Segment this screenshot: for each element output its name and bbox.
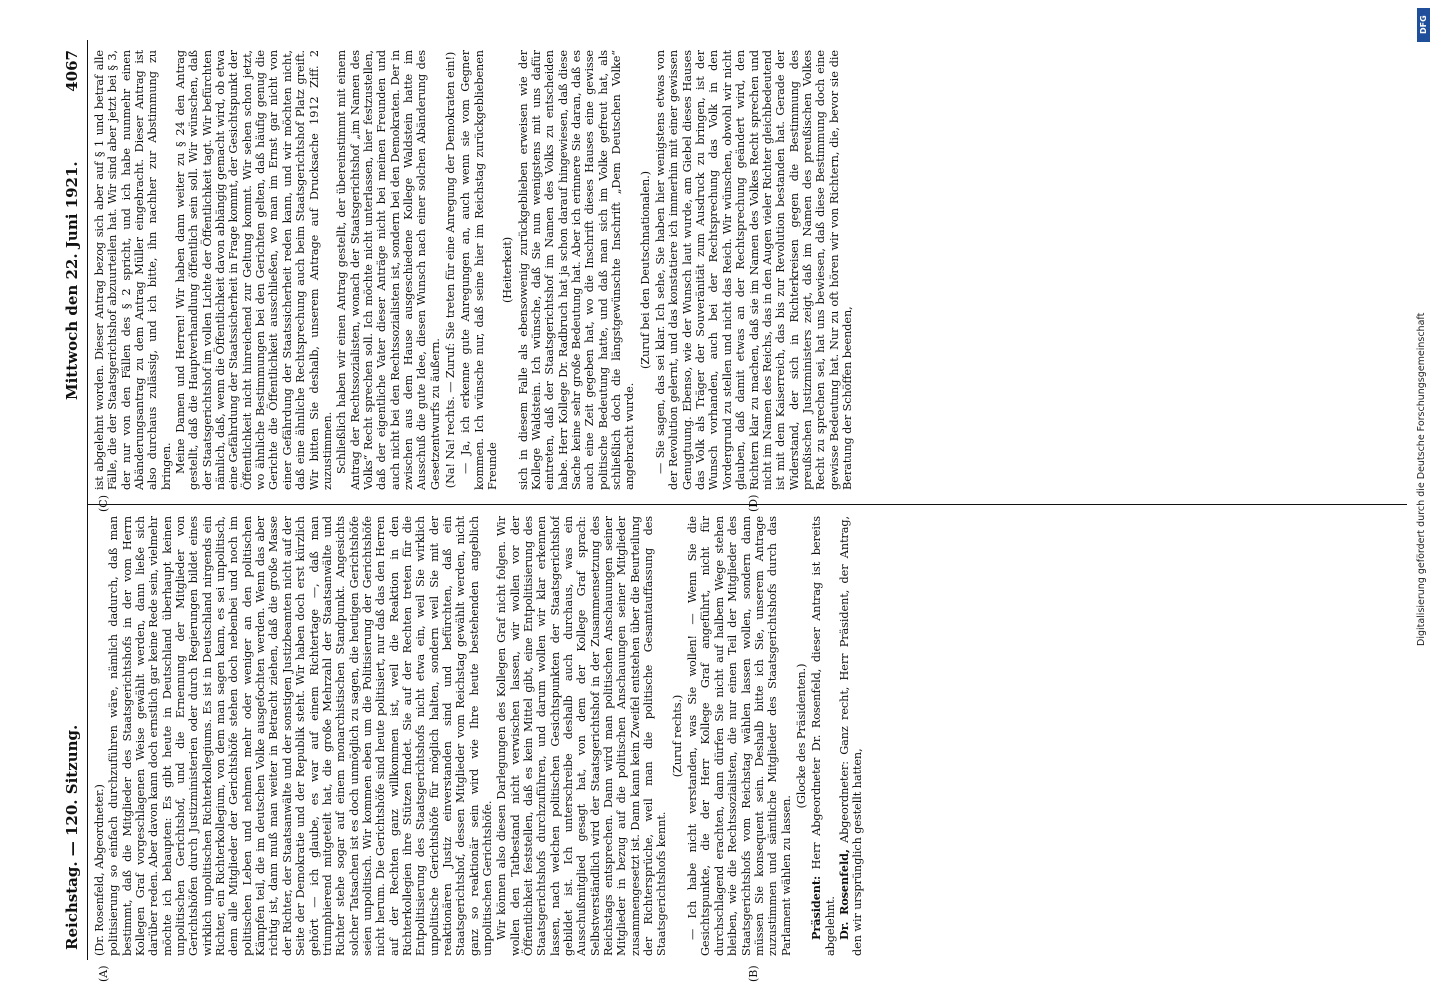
paragraph: — Ja, ich erkenne gute Anregungen an, auch wenn sie vom Gegner kommen. Ich wünsche nur, daß seine hier im Reichstag zurückgebliebenen Freunde (459, 50, 499, 490)
rosenfeld-text: Abgeordneter: Ganz recht, Herr Präsident, der Antrag, den wir ursprünglich gestellt hatten, (837, 516, 865, 956)
president-remark (810, 516, 837, 956)
paragraph: — Ich habe nicht verstanden, was Sie wollen! — Wenn Sie die Gesichtspunkte, die der Herr Kollege Graf angeführt, nicht für durchschlagend erachten, dann dürfen Sie nicht auf halbem Wege stehen bleiben, wie die Rechtssozialisten, die nur einen Teil der Mitglieder des Staatsgerichtshofs vom Reichstag wählen lassen wollen, sondern dann müssen Sie konsequent sein. Deshalb bitte ich Sie, unserem Antrage zuzustimmen und sämtliche Mitglieder des Staatsgerichtshofs durch das Parlament wählen zu lassen. (686, 516, 793, 956)
paragraph: Schließlich haben wir einen Antrag gestellt, der übereinstimmt mit einem Antrag der Rechtssozialisten, wonach der Staatsgerichtshof „im Namen des Volks“ Recht sprechen soll. Ich möchte nicht unterlassen, hier festzustellen, daß der eigentliche Vater dieser Anträge nicht bei meinen Freunden und auch nicht bei den Rechtssozialisten ist, sondern bei den Demokraten. Der in zwischen aus dem Hause ausgeschiedene Kollege Waldstein hatte im Ausschuß die gute Idee, diesen Wunsch nach einer solchen Abänderung des Gesetzentwurfs zu äußern. (335, 50, 442, 490)
right-column (93, 50, 1407, 490)
interjection: (Zuruf rechts.) (670, 694, 684, 778)
paragraph: Wir können also diesen Darlegungen des Kollegen Graf nicht folgen. Wir wollen den Tatbestand nicht verwischen lassen, wir wollen vor der Öffentlichkeit feststellen, daß es kein Mittel gibt, eine Entpolitisierung des Staatsgerichtshofs durchzuführen, und darum wollen wir klar erkennen lassen, nach welchen politischen Gesichtspunkten der Staatsgerichtshof gebildet ist. Ich unterschreibe deshalb auch durchaus, was ein Ausschußmitglied gesagt hat, von dem der Kollege Graf sprach: Selbstverständlich wird der Staatsgerichtshof in der Zusammensetzung des Reichstags entsprechen. Dann wird man politischen Anschauungen seiner Mitglieder in bezug auf die politischen Anschauungen seiner Mitglieder zusammengesetzt ist. Dann kann kein Zweifel entstehen über die Beurteilung der Richtersprüche, weil man die politische Gesamtauffassung des Staatsgerichtshofs kennt. (495, 516, 669, 956)
page-header (57, 40, 87, 960)
president-label: Präsident: (809, 875, 824, 940)
interjection: (Heiterkeit) (501, 236, 515, 304)
rotated-document-page (57, 40, 1417, 982)
margin-mark-a: (A) (97, 965, 110, 982)
margin-mark-c: (C) (97, 495, 110, 512)
header-session: Reichstag. — 120. Sitzung. (63, 724, 81, 950)
paragraph: politisierung so einfach durchzuführen wäre, nämlich dadurch, daß man bestimmt, daß die Mitglieder des Staatsgerichtshofs in der vom Herrn Kollegen Graf vorgeschlagenen Weise gewählt werden, dann ließe sich darüber reden. Aber davon kann doch ernstlich gar keine Rede sein, vielmehr möchte ich behaupten: Es gibt heute in Deutschland überhaupt keinen unpolitischen Gerichtshof, und die Ernennung der Mitglieder von Gerichtshöfen durch Justizministerien oder durch Regierungen bildet eines wirklich unpolitischen Richterkollegiums. Es ist in Deutschland nirgends ein Richter, ein Richterkollegium, von dem man sagen kann, es sei unpolitisch, denn alle Mitglieder der Gerichtshöfe stehen doch nebenbei und noch im politischen Leben und nehmen mehr oder weniger an den politischen Kämpfen teil, die im deutschen Volke ausgefochten werden. Wenn das aber richtig ist, dann muß man weiter in Betracht ziehen, daß die große Masse der Richter, der Staatsanwälte und der sonstigen Justizbeamten nicht auf der Seite der Demokratie und der Republik steht. Wir haben doch erst kürzlich gehört — ich glaube, es war auf einem Richtertage —, daß man triumphierend mitgeteilt hat, die große Mehrzahl der Staatsanwälte und Richter stehe sogar auf einem monarchistischen Standpunkt. Angesichts solcher Tatsachen ist es doch unmöglich zu sagen, die heutigen Gerichtshöfe seien unpolitisch. Wir kommen eben um die Politisierung der Gerichtshöfe nicht herum. Die Gerichtshöfe sind heute politisiert, nur daß das den Herren auf der Rechten ganz willkommen ist, weil die Reaktion in den Richterkollegien ihre Stützen findet. Sie auf der Rechten treten für die Entpolitisierung des Staatsgerichtshofs nicht etwa ein, weil Sie wirklich unpolitische Gerichtshöfe für möglich halten, sondern weil Sie mit der reaktionären Justiz einverstanden sind und befürchten, daß ein Staatsgerichtshof, dessen Mitglieder vom Reichstag gewählt werden, nicht ganz so reaktionär sein wird wie Ihre heute bestehenden angeblich unpolitischen Gerichtshöfe. (107, 516, 494, 956)
rosenfeld-remark (838, 516, 865, 956)
paragraph: — Sie sagen, das sei klar. Ich sehe, Sie haben hier wenigstens etwas von der Revolution gelernt, und das konstatiere ich immerhin mit einer gewissen Genugtuung. Ebenso, wie der Wunsch laut wurde, am Giebel dieses Hauses das Volk als Träger der Souveränität zum Ausdruck zu bringen, ist der Wunsch vorhanden, auch bei der Rechtsprechung das Volk in den Vordergrund zu stellen und nicht das Reich. Wir wünschen, obwohl wir nicht glauben, daß damit etwas an der Rechtsprechung geändert wird, den Richtern klar zu machen, daß sie im Namen des Volkes Recht sprechen und nicht im Namen des Reichs, das in den Augen vieler Richter gleichbedeutend ist mit dem Kaiserreich, das bis zur Revolution bestanden hat. Gerade der Widerstand, der sich in Richterkreisen gegen die Bestimmung des preußischen Justizministers zeigt, daß im Namen des preußischen Volkes Recht zu sprechen sei, hat uns bewiesen, daß diese Bestimmung doch eine gewisse Bedeutung hat. Nur zu oft hören wir von Richtern, die, bevor sie die Beratung der Schöffen beenden, (654, 50, 854, 490)
president-bell: (Glocke des Präsidenten.) (794, 663, 808, 809)
speaker-head: (Dr. Rosenfeld, Abgeordneter.) (93, 784, 106, 956)
left-column (93, 516, 1407, 956)
paragraph: sich in diesem Falle als ebensowenig zurückgeblieben erweisen wie der Kollege Waldstein. Ich wünsche, daß Sie nun wenigstens mit uns dafür eintreten, daß der Staatsgerichtshof im Namen des Volks zu entscheiden habe. Herr Kollege Dr. Radbruch hat ja schon darauf hingewiesen, daß diese Sache keine sehr große Bedeutung hat. Aber ich erinnere Sie daran, daß es auch eine Zeit gegeben hat, wo die Inschrift dieses Hauses eine gewisse politische Bedeutung hatte, und daß man sich im Volke gefreut hat, als schließlich doch die längstgewünschte Inschrift „Dem Deutschen Volke“ angebracht wurde. (516, 50, 637, 490)
header-rule (87, 40, 88, 960)
president-text: Herr Abgeordneter Dr. Rosenfeld, dieser Antrag ist bereits abgelehnt. (810, 516, 837, 956)
interjection: (Zuruf bei den Deutschnationalen.) (638, 171, 652, 369)
rosenfeld-label: Dr. Rosenfeld, (836, 849, 851, 940)
paragraph: Meine Damen und Herren! Wir haben dann weiter zu § 24 den Antrag gestellt, daß die Hauptverhandlung öffentlich sein soll. Wir wünschen, daß der Staatsgerichtshof im vollen Lichte der Öffentlichkeit tagt. Wir befürchten nämlich, daß, wenn die Öffentlichkeit davon abhängig gemacht wird, ob etwa eine Gefährdung der Staatssicherheit in Frage kommt, der Gesichtspunkt der Öffentlichkeit nicht hinreichend zur Geltung kommt. Wir sehen schon jetzt, wo ähnliche Bestimmungen bei den Gerichten gelten, daß häufig genug die Gerichte die Öffentlichkeit ausschließen, wo man im Ernst gar nicht von einer Gefährdung der Staatssicherheit reden kann, und wir möchten nicht, daß eine ähnliche Rechtsprechung auch beim Staatsgerichtshof Platz greift. Wir bitten Sie deshalb, unserem Antrage auf Drucksache 1912 Ziff. 2 zuzustimmen. (174, 50, 334, 490)
dfg-credit-strip (1414, 6, 1434, 1000)
header-date: Mittwoch den 22. Juni 1921. (63, 161, 81, 400)
interjection: (Na! Na! rechts. — Zuruf: Sie treten für eine Anregung der Demokraten ein!) (443, 51, 457, 489)
paragraph: ist abgelehnt worden. Dieser Antrag bezog sich aber auf § 1 und betraf alle Fälle, die der Staatsgerichtshof abzuurteilen hat. Wir sind aber jetzt bei § 3, der nur von den Fällen des § 2 spricht, und ich habe nunmehr einen Abänderungsantrag zu dem Antrag Müller eingebracht. Dieser Antrag ist also durchaus zulässig, und ich bitte, ihn nachher zur Abstimmung zu bringen. (93, 50, 173, 490)
page-number: 4067 (63, 50, 81, 92)
margin-mark-b: (B) (747, 965, 760, 982)
margin-mark-d: (D) (747, 494, 760, 512)
dfg-caption: Digitalisierung gefördert durch die Deutsche Forschungsgemeinschaft (1416, 312, 1427, 646)
dfg-logo-icon: DFG (1417, 8, 1430, 42)
